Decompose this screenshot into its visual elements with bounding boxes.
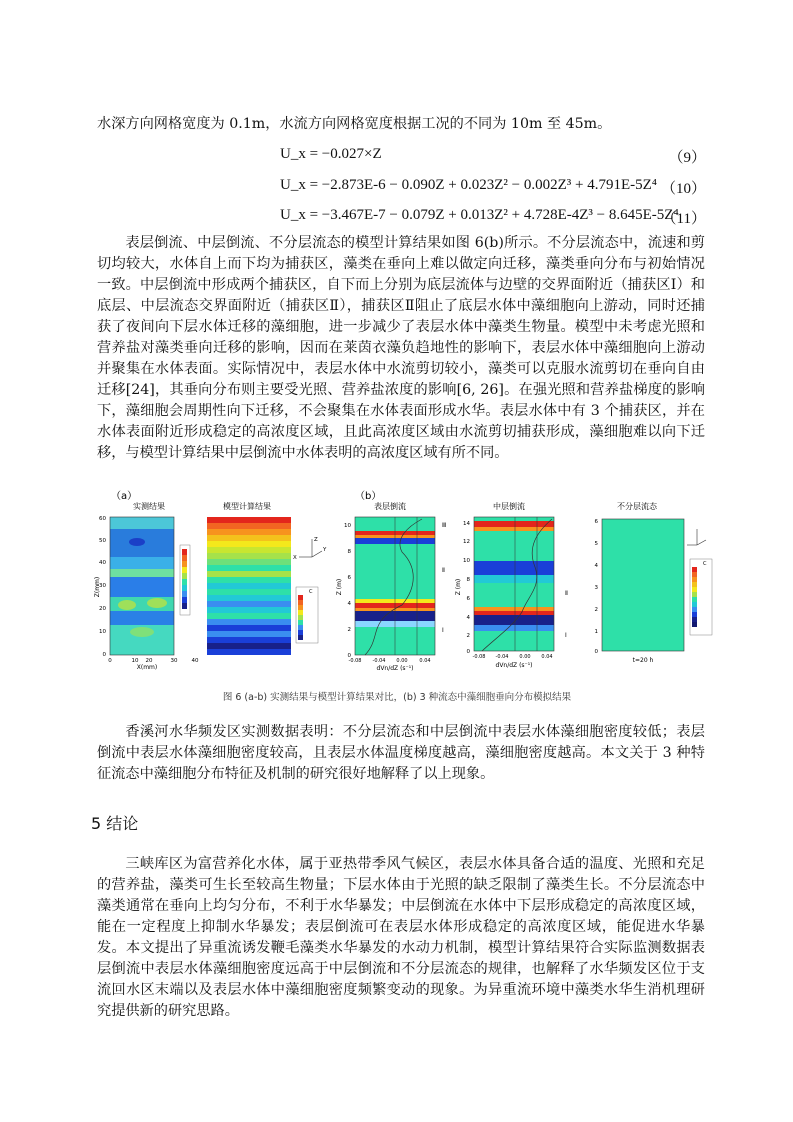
legend-c-right (690, 559, 712, 635)
svg-text:2: 2 (347, 627, 351, 633)
svg-text:0: 0 (347, 653, 351, 659)
panel-middle-backflow (474, 517, 554, 651)
paragraph-conclusion: 三峡库区为富营养化水体，属于亚热带季风气候区，表层水体具备合适的温度、光照和充足的营养盐，藻类可生长至较高生物量；下层水体由于光照的缺乏限制了藻类生长。不分层流态中藻类通常在垂向上均匀分布，不利于水华暴发；中层倒流在水体中下层形成稳定的高浓度区域，能在一定程度上抑制水华暴发；表层倒流可在表层水体形成稳定的高浓度区域，能促进水华暴发。本文提出了异重流诱发鞭毛藻类水华暴发的水动力机制，模型计算结果符合实际监测数据表层倒流中表层水体藻细胞密度远高于中层倒流和不分层流态的规律，也解释了水华频发区位于支流回水区末端以及表层水体中藻细胞密度频繁变动的现象。为异重流环境中藻类水华生消机理研究提供新的研究思路。 (97, 856, 705, 1019)
p1-xtick: 10 (131, 658, 139, 664)
panel-title-surface: 表层倒流 (374, 502, 406, 511)
zone-label: Ⅱ (442, 567, 445, 574)
svg-text:0: 0 (466, 649, 470, 655)
panel-title-middle: 中层倒流 (493, 502, 525, 511)
p1-ylabel: Z(mm) (94, 576, 101, 598)
svg-text:0.00: 0.00 (396, 658, 408, 664)
time-label: t=20 h (632, 657, 654, 664)
svg-text:-0.04: -0.04 (372, 658, 386, 664)
svg-text:10: 10 (344, 523, 351, 529)
b-ylabel: Z (m) (336, 578, 343, 596)
svg-text:3: 3 (594, 585, 598, 591)
svg-text:0.04: 0.04 (419, 658, 431, 664)
p1-xtick: 0 (108, 658, 112, 664)
axis-tripod-icon (299, 539, 322, 557)
axis-tripod-icon (687, 529, 706, 545)
paragraph-results: 表层倒流、中层倒流、不分层流态的模型计算结果如图 6(b)所示。不分层流态中，流速和剪切均较大，水体自上而下均为捕获区，藻类在垂向上难以做定向迁移，藻类垂向分布与初始情况一致。中层倒流中形成两个捕获区，自下而上分别为底层流体与边壁的交界面附近（捕获区Ⅰ）和底层、中层流态交界面附近（捕获区Ⅱ），捕获区Ⅱ阻止了底层水体中藻细胞向上游动，同时还捕获了夜间向下层水体迁移的藻细胞，进一步减少了表层水体中藻类生物量。模型中未考虑光照和营养盐对藻类垂向迁移的影响，因而在莱茵衣藻负趋地性的影响下，表层水体中藻细胞向上游动并聚集在水体表面。实际情况中，表层水体中水流剪切较小，藻类可以克服水流剪切在垂向自由迁移[24]，其垂向分布则主要受光照、营养盐浓度的影响[6, 26]。在强光照和营养盐梯度的影响下，藻细胞会周期性向下迁移，不会聚集在水体表面形成水华。表层水体中有 3 个捕获区，并在水体表面附近形成稳定的高浓度区域，且此高浓度区域由水流剪切捕获形成，藻细胞难以向下迁移，与模型计算结果中层倒流中水体表明的高浓度区域有所不同。 (97, 235, 705, 461)
panel-model (207, 517, 291, 655)
svg-text:1: 1 (594, 629, 598, 635)
svg-text:6: 6 (594, 519, 598, 525)
p1-ytick: 20 (99, 606, 106, 612)
p1-xtick: 20 (145, 658, 153, 664)
paragraph-observations: 香溪河水华频发区实测数据表明：不分层流态和中层倒流中表层水体藻细胞密度较低；表层倒流中表层水体藻细胞密度较高，且表层水体温度梯度越高，藻细胞密度越高。本文关于 3 种特征流态中藻细胞分布特征及机制的研究很好地解释了以上现象。 (97, 724, 705, 782)
panel-measured (110, 517, 174, 655)
equation-11: U_x = −3.467E-7 − 0.079Z + 0.013Z² + 4.728E-4Z³ − 8.645E-5Z⁴ (280, 207, 679, 223)
equation-number-11: （11） (661, 211, 706, 227)
svg-text:6: 6 (466, 596, 470, 602)
axis-y-label: Y (323, 547, 327, 553)
svg-text:12: 12 (463, 539, 470, 545)
equation-9: U_x = −0.027×Z (280, 146, 382, 162)
svg-text:2: 2 (594, 607, 598, 613)
panel-surface-backflow (355, 517, 435, 655)
svg-text:0: 0 (594, 649, 598, 655)
svg-text:8: 8 (347, 549, 351, 555)
zone-label: Ⅲ (442, 522, 447, 529)
equation-number-10: （10） (660, 181, 706, 197)
axis-z-label: Z (314, 537, 318, 543)
figure-6 (94, 487, 717, 682)
zone-label: Ⅱ (565, 590, 568, 597)
p1-xlabel: X(mm) (136, 664, 158, 671)
p1-ytick: 30 (99, 583, 106, 589)
svg-text:4: 4 (347, 601, 351, 607)
zone-label: Ⅰ (442, 627, 444, 634)
figure-label-b: （b） (355, 491, 382, 502)
axis-x-label: X (293, 555, 297, 561)
p1-xtick: 30 (170, 658, 178, 664)
figure-caption: 图 6 (a-b) 实测结果与模型计算结果对比，(b) 3 种流态中藻细胞垂向分布模拟结果 (222, 692, 572, 703)
equation-10: U_x = −2.873E-6 − 0.090Z + 0.023Z² − 0.002Z³ + 4.791E-5Z⁴ (280, 177, 658, 193)
svg-text:Z (m): Z (m) (455, 578, 462, 596)
svg-text:0.04: 0.04 (541, 654, 553, 660)
svg-text:10: 10 (463, 558, 470, 564)
p1-ytick: 50 (99, 538, 106, 544)
svg-text:6: 6 (347, 575, 351, 581)
svg-text:C: C (703, 561, 707, 567)
legend-c-left (296, 587, 318, 643)
p1-ytick: 40 (99, 560, 106, 566)
svg-text:-0.08: -0.08 (472, 654, 486, 660)
p1-ytick: 10 (99, 629, 106, 635)
zone-label: Ⅰ (565, 632, 567, 639)
figure-label-a: （a） (111, 491, 138, 502)
section-heading: 5 结论 (91, 814, 139, 833)
svg-text:-0.04: -0.04 (495, 654, 509, 660)
intro-line: 水深方向网格宽度为 0.1m，水流方向网格宽度根据工况的不同为 10m 至 45m。 (97, 116, 612, 132)
panel-nonstratified (602, 519, 684, 651)
svg-text:4: 4 (466, 615, 470, 621)
svg-text:2: 2 (466, 633, 470, 639)
p1-ytick: 60 (99, 516, 106, 522)
svg-text:0.00: 0.00 (519, 654, 531, 660)
p1-xtick: 40 (191, 658, 199, 664)
svg-text:-0.08: -0.08 (348, 658, 362, 664)
b-xlabel: dVn/dZ (s⁻¹) (376, 665, 414, 672)
svg-text:5: 5 (594, 541, 598, 547)
svg-text:C: C (309, 589, 313, 595)
panel-title-model: 模型计算结果 (223, 502, 271, 511)
svg-text:4: 4 (594, 563, 598, 569)
equation-number-9: （9） (668, 150, 706, 166)
legend-a (180, 545, 190, 615)
panel-title-measured: 实测结果 (133, 502, 165, 511)
p1-ytick: 0 (102, 652, 106, 658)
svg-text:8: 8 (466, 577, 470, 583)
svg-text:dVn/dZ (s⁻¹): dVn/dZ (s⁻¹) (495, 662, 533, 669)
panel-title-nonstratified: 不分层流态 (617, 502, 657, 511)
svg-text:14: 14 (463, 521, 470, 527)
